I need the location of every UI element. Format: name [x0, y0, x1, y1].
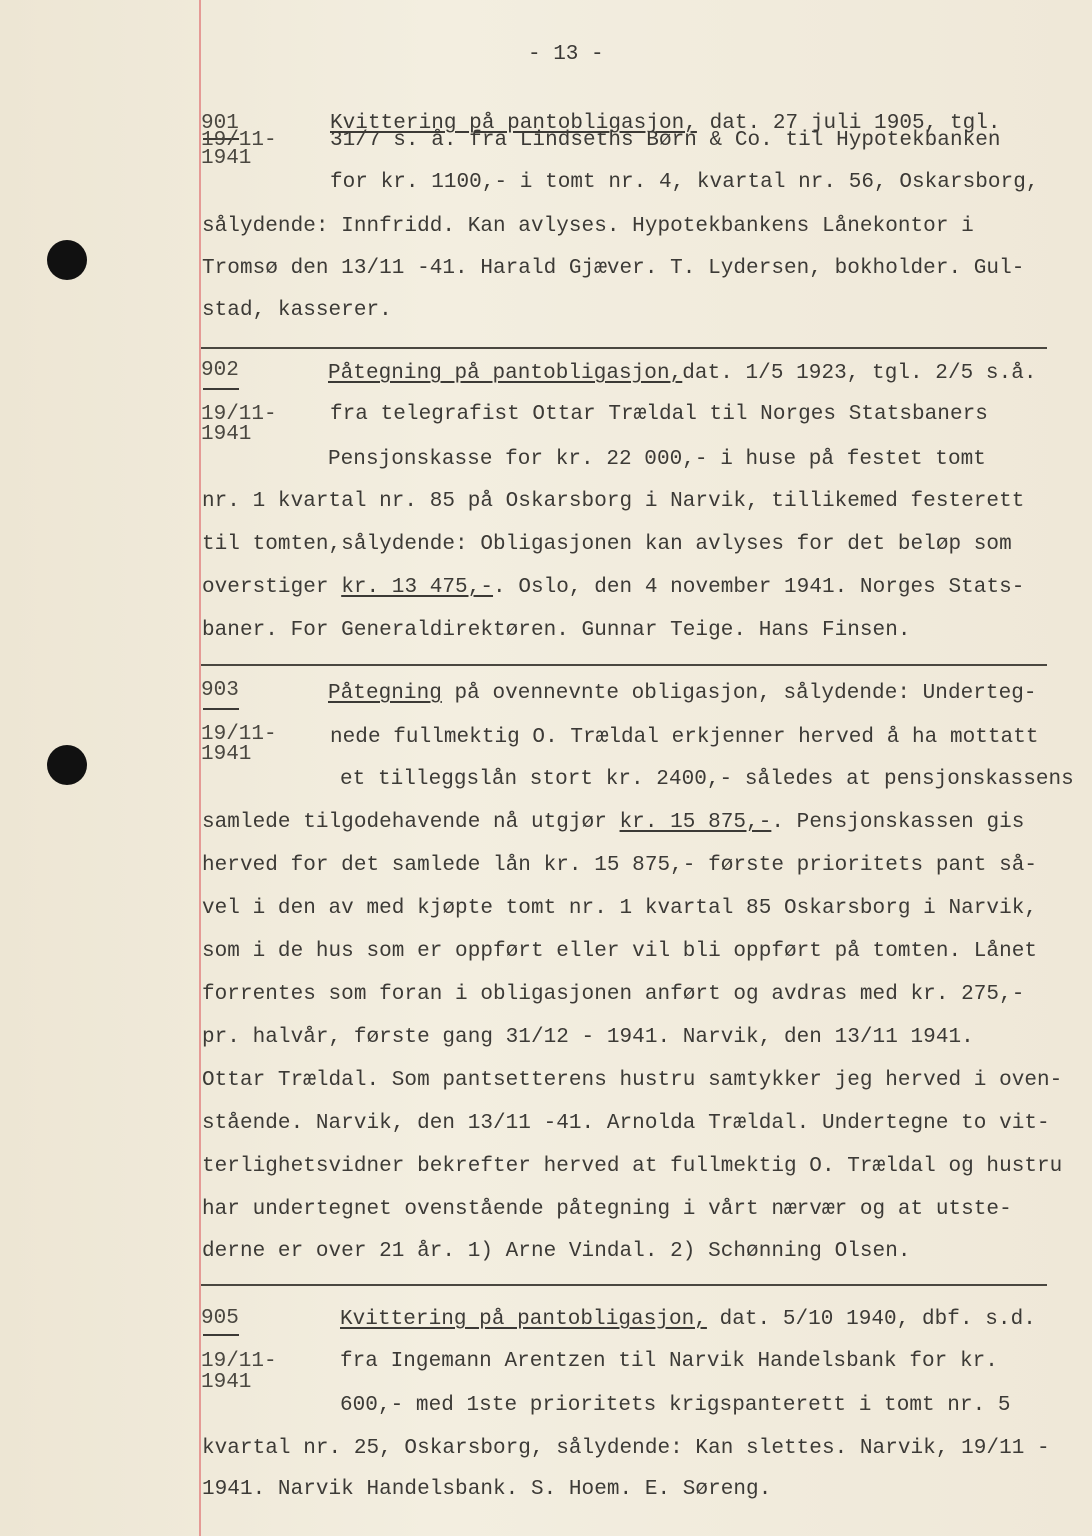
section-rule: [201, 347, 1047, 349]
amount-line: [202, 811, 1024, 835]
entry-title: Påtegning på pantobligasjon,: [328, 362, 683, 385]
amount: kr. 15 875,-: [619, 811, 772, 834]
entry-first-line: [340, 1308, 1036, 1332]
text-line: terlighetsvidner bekrefter herved at fullmektig O. Trældal og hustru: [202, 1155, 1063, 1178]
text: . Oslo, den 4 november 1941. Norges Stats-: [493, 576, 1025, 599]
punch-hole: [47, 745, 87, 785]
text-line: pr. halvår, første gang 31/12 - 1941. Narvik, den 13/11 1941.: [202, 1026, 974, 1049]
text-line: 1941. Narvik Handelsbank. S. Hoem. E. Søreng.: [202, 1478, 772, 1501]
text-line: derne er over 21 år. 1) Arne Vindal. 2) Schønning Olsen.: [202, 1240, 911, 1263]
entry-number: 905: [201, 1307, 239, 1330]
entry-first-line: [328, 362, 1037, 386]
divider: [203, 708, 239, 710]
text-line: nr. 1 kvartal nr. 85 på Oskarsborg i Narvik, tillikemed festerett: [202, 490, 1025, 513]
text-line: fra Ingemann Arentzen til Narvik Handelsbank for kr.: [340, 1350, 998, 1373]
divider: [203, 388, 239, 390]
text: . Pensjonskassen gis: [771, 811, 1025, 834]
text-line: sålydende: Innfridd. Kan avlyses. Hypotekbankens Lånekontor i: [202, 215, 974, 238]
text-line: Tromsø den 13/11 -41. Harald Gjæver. T. Lydersen, bokholder. Gul-: [202, 257, 1025, 280]
text-line: herved for det samlede lån kr. 15 875,- første prioritets pant så-: [202, 854, 1038, 877]
text-line: 600,- med 1ste prioritets krigspanterett i tomt nr. 5: [340, 1394, 1011, 1417]
margin-line: [199, 0, 201, 1536]
section-rule: [201, 664, 1047, 666]
entry-year: 1941: [201, 1371, 252, 1394]
punch-hole: [47, 240, 87, 280]
page-number: - 13 -: [528, 43, 604, 66]
text-line: til tomten,sålydende: Obligasjonen kan avlyses for det beløp som: [202, 533, 1012, 556]
text-line: vel i den av med kjøpte tomt nr. 1 kvartal 85 Oskarsborg i Narvik,: [202, 897, 1038, 920]
section-rule: [201, 1284, 1047, 1286]
entry-year: 1941: [201, 423, 252, 446]
text-line: fra telegrafist Ottar Trældal til Norges Statsbaners: [330, 403, 988, 426]
entry-first-line: [328, 682, 1037, 706]
entry-year: 1941: [201, 743, 252, 766]
amount: kr. 13 475,-: [341, 576, 494, 599]
text-line: har undertegnet ovenstående påtegning i vårt nærvær og at utste-: [202, 1198, 1012, 1221]
text-line: Pensjonskasse for kr. 22 000,- i huse på festet tomt: [328, 448, 986, 471]
text: dat. 27 juli 1905, tgl.: [696, 112, 1001, 135]
text-line: kvartal nr. 25, Oskarsborg, sålydende: Kan slettes. Narvik, 19/11 -: [202, 1437, 1050, 1460]
divider: [203, 1334, 239, 1336]
text-line: som i de hus som er oppført eller vil bli oppført på tomten. Lånet: [202, 940, 1038, 963]
text-line: nede fullmektig O. Trældal erkjenner herved å ha mottatt: [330, 726, 1039, 749]
text-line: stad, kasserer.: [202, 299, 392, 322]
entry-date: 19/11-: [201, 1350, 277, 1373]
entry-title: Påtegning: [328, 682, 442, 705]
entry-number: 903: [201, 679, 239, 702]
text: samlede tilgodehavende nå utgjør: [202, 811, 620, 834]
entry-date: 19/11-: [201, 403, 277, 426]
entry-title: Kvittering på pantobligasjon,: [340, 1308, 707, 1331]
text-line: stående. Narvik, den 13/11 -41. Arnolda Trældal. Undertegne to vit-: [202, 1112, 1050, 1135]
text-line: Ottar Trældal. Som pantsetterens hustru samtykker jeg herved i oven-: [202, 1069, 1063, 1092]
text-line: 31/7 s. å. fra Lindseths Børn & Co. til Hypotekbanken: [330, 129, 1001, 152]
entry-date: 19/11-: [201, 723, 277, 746]
text-line: et tilleggslån stort kr. 2400,- således at pensjonskassens: [340, 768, 1074, 791]
entry-year: 1941: [201, 147, 252, 170]
amount-line: [202, 576, 1024, 600]
text: dat. 1/5 1923, tgl. 2/5 s.å.: [682, 362, 1037, 385]
entry-number: 901: [201, 112, 239, 135]
text-line: for kr. 1100,- i tomt nr. 4, kvartal nr. 56, Oskarsborg,: [330, 171, 1039, 194]
text-line: baner. For Generaldirektøren. Gunnar Teige. Hans Finsen.: [202, 619, 911, 642]
text: dat. 5/10 1940, dbf. s.d.: [706, 1308, 1036, 1331]
entry-date: 19/11-: [201, 129, 277, 152]
text: på ovennevnte obligasjon, sålydende: Underteg-: [441, 682, 1037, 705]
entry-title: Kvittering på pantobligasjon,: [330, 112, 697, 135]
text: overstiger: [202, 576, 342, 599]
text-line: forrentes som foran i obligasjonen anført og avdras med kr. 275,-: [202, 983, 1025, 1006]
entry-number: 902: [201, 359, 239, 382]
